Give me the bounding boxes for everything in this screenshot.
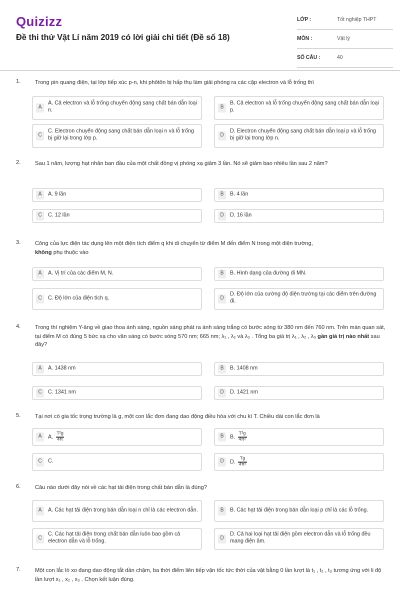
question-number: 2. — [16, 160, 21, 166]
option-c[interactable] — [32, 386, 202, 400]
meta-table — [297, 11, 393, 68]
option-c[interactable] — [32, 288, 202, 310]
option-c[interactable] — [32, 209, 202, 223]
option-letter-badge: D — [218, 132, 226, 141]
option-text: D. Electron chuyển động sang chất bán dẫn loại p và lỗ trống bị giữ lại trong lớp n. — [230, 128, 376, 142]
option-a[interactable] — [32, 96, 202, 120]
meta-value: Tốt nghiệp THPT — [337, 17, 377, 23]
question-text: Tại nơi có gia tốc trọng trường là g, một con lắc đơn đang dao động điều hòa với chu kì T. Chiều dài con lắc đơn là — [35, 414, 320, 420]
length-formula — [238, 457, 247, 468]
option-a[interactable] — [32, 267, 202, 281]
option-text — [230, 457, 380, 468]
option-text: C. Các hạt tải điện trong chất bán dẫn luôn bao gồm cả electron dẫn và lỗ trống. — [48, 531, 181, 545]
option-letter-badge: A — [36, 104, 44, 113]
question-text — [35, 324, 390, 350]
option-text — [48, 432, 198, 443]
option-text: D. 16 lần — [230, 212, 252, 219]
option-d[interactable] — [214, 386, 384, 400]
option-text: B. Hình dạng của đường đi MN. — [230, 270, 307, 277]
meta-value: Vật lý — [337, 36, 350, 42]
question-number: 1. — [16, 79, 21, 85]
option-text: C. 1341 nm — [48, 389, 76, 396]
document-title: Đề thi thử Vật Lí năm 2019 có lời giải chi tiết (Đề số 18) — [16, 33, 230, 42]
question-text: Một con lắc lò xo đang dao động tắt dần chậm, ba thời điểm liên tiếp vận tốc tức thời của vật bằng 0 lần lượt là t₁ , t₂ , t₃ tương ứng với li độ lần lượt x₁ , x₂ , x₃ . Chọn kết luận đúng. — [35, 568, 382, 583]
formula-numerator: T²g — [56, 430, 64, 436]
meta-label: MÔN : — [297, 36, 313, 42]
option-a[interactable] — [32, 362, 202, 376]
meta-label: SỐ CÂU : — [297, 55, 321, 61]
option-letter-badge: A — [36, 191, 44, 200]
formula-numerator: Tg — [239, 455, 246, 461]
option-text: D. 1421 nm — [230, 389, 258, 396]
option-text: A. Các hạt tải điện trong bán dẫn loại n chỉ là các electron dẫn. — [48, 507, 198, 514]
option-letter-badge: D — [218, 212, 226, 221]
question-number: 5. — [16, 413, 21, 419]
option-letter-badge: C — [36, 295, 44, 304]
meta-label: LỚP : — [297, 17, 312, 23]
option-a[interactable] — [32, 500, 202, 522]
option-text: A. 9 lần — [48, 191, 67, 198]
question-text-main: Công của lực điện tác dụng lên một điện tích điểm q khi di chuyển từ điểm M đến điểm N trong một điện trường, — [35, 241, 313, 247]
question-text — [35, 240, 390, 257]
quizizz-logo[interactable]: Quizizz — [16, 14, 63, 29]
length-formula — [238, 432, 247, 443]
option-d[interactable] — [214, 528, 384, 550]
question-number: 4. — [16, 324, 21, 330]
option-text: A. Cả electron và lỗ trống chuyển động sang chất bán dẫn loại n. — [48, 100, 197, 114]
option-letter-badge: D — [218, 458, 226, 467]
meta-value: 40 — [337, 55, 343, 61]
question-text-emphasis: gần giá trị nào nhất — [317, 333, 370, 340]
option-label: A. — [48, 434, 54, 441]
option-d[interactable] — [214, 288, 384, 310]
option-letter-badge: A — [36, 270, 44, 279]
question-text: Sau 1 năm, lượng hạt nhân ban đầu của một chất đồng vị phóng xạ giảm 3 lần. Nó sẽ giảm bao nhiêu lần sau 2 năm? — [35, 161, 328, 167]
option-text: B. 1408 nm — [230, 365, 258, 372]
option-text: C. 12 lần — [48, 212, 70, 219]
option-letter-badge: B — [218, 191, 226, 200]
question-text: Câu nào dưới đây nói về các hạt tải điện trong chất bán dẫn là đúng? — [35, 485, 207, 491]
option-text: C. Độ lớn của điện tích q. — [48, 295, 110, 302]
formula-denominator: 4π² — [238, 461, 247, 467]
formula-denominator: 4π² — [238, 436, 246, 442]
option-letter-badge: C — [36, 212, 44, 221]
option-letter-badge: A — [36, 433, 44, 442]
option-c[interactable] — [32, 453, 202, 471]
option-text: A. 1438 nm — [48, 365, 76, 372]
option-letter-badge: A — [36, 507, 44, 516]
option-b[interactable] — [214, 500, 384, 522]
option-letter-badge: B — [218, 104, 226, 113]
option-letter-badge: D — [218, 389, 226, 398]
option-d[interactable] — [214, 124, 384, 148]
option-text: A. Vị trí của các điểm M, N. — [48, 270, 114, 277]
option-b[interactable] — [214, 188, 384, 202]
option-b[interactable] — [214, 96, 384, 120]
length-formula — [56, 432, 65, 443]
question-number: 3. — [16, 240, 21, 246]
question-number: 6. — [16, 484, 21, 490]
option-text: D. Cả hai loại hạt tải điện gồm electron dẫn và lỗ trống đều mang điện âm. — [230, 531, 371, 545]
option-b[interactable] — [214, 362, 384, 376]
option-letter-badge: C — [36, 535, 44, 544]
meta-row-subject — [297, 30, 393, 49]
option-a[interactable] — [32, 188, 202, 202]
meta-row-class — [297, 11, 393, 30]
question-text-main: Trong thí nghiệm Y-âng về giao thoa ánh sáng, nguồn sáng phát ra ánh sáng trắng có bước sóng từ 380 nm đến 760 nm. Trên màn quan sát, tại điểm M có đúng 5 bức xạ cho vân sáng có bước sóng 570 nm; 665 nm; λ₁ , λ₂ và λ₃ . Tổng ba giá trị λ₁ , λ₂ , λ₃ — [35, 325, 386, 340]
option-text: C. Electron chuyển động sang chất bán dẫn loại n và lỗ trống bị giữ lại trong lớp p. — [48, 128, 194, 142]
header — [0, 0, 400, 68]
option-text: B. Các hạt tải điện trong bán dẫn loại p chỉ là các lỗ trống. — [230, 507, 369, 514]
option-text: B. Cả electron và lỗ trống chuyển động sang chất bán dẫn loại p. — [230, 100, 379, 114]
option-b[interactable] — [214, 267, 384, 281]
option-letter-badge: B — [218, 270, 226, 279]
option-b[interactable] — [214, 428, 384, 446]
option-a[interactable] — [32, 428, 202, 446]
option-c[interactable] — [32, 528, 202, 550]
option-letter-badge: B — [218, 365, 226, 374]
option-d[interactable] — [214, 209, 384, 223]
formula-numerator: T²g — [238, 430, 246, 436]
option-c[interactable] — [32, 124, 202, 148]
option-letter-badge: B — [218, 433, 226, 442]
question-text: Trong pin quang điện, tại lớp tiếp xúc p-n, khi phôtôn bị hấp thụ làm giải phóng ra các cặp electron và lỗ trống thì — [35, 80, 314, 86]
option-text: C. — [48, 458, 54, 465]
option-d[interactable] — [214, 453, 384, 471]
option-text — [230, 432, 380, 443]
option-label: D. — [230, 459, 236, 466]
option-label: B. — [230, 434, 236, 441]
option-text: B. 4 lần — [230, 191, 249, 198]
formula-denominator: 4π — [57, 436, 63, 442]
option-letter-badge: C — [36, 458, 44, 467]
header-divider — [0, 70, 400, 71]
option-letter-badge: A — [36, 365, 44, 374]
question-text-tail: sau đây? — [35, 333, 380, 348]
option-letter-badge: C — [36, 389, 44, 398]
option-letter-badge: B — [218, 507, 226, 516]
question-number: 7. — [16, 567, 21, 573]
option-letter-badge: D — [218, 295, 226, 304]
option-letter-badge: D — [218, 535, 226, 544]
option-text: D. Độ lớn của cường độ điện trường tại các điểm trên đường đi. — [230, 291, 377, 305]
question-text-tail: phụ thuộc vào — [51, 249, 89, 256]
meta-row-count — [297, 49, 393, 68]
question-text-emphasis: không — [35, 249, 52, 256]
option-letter-badge: C — [36, 132, 44, 141]
